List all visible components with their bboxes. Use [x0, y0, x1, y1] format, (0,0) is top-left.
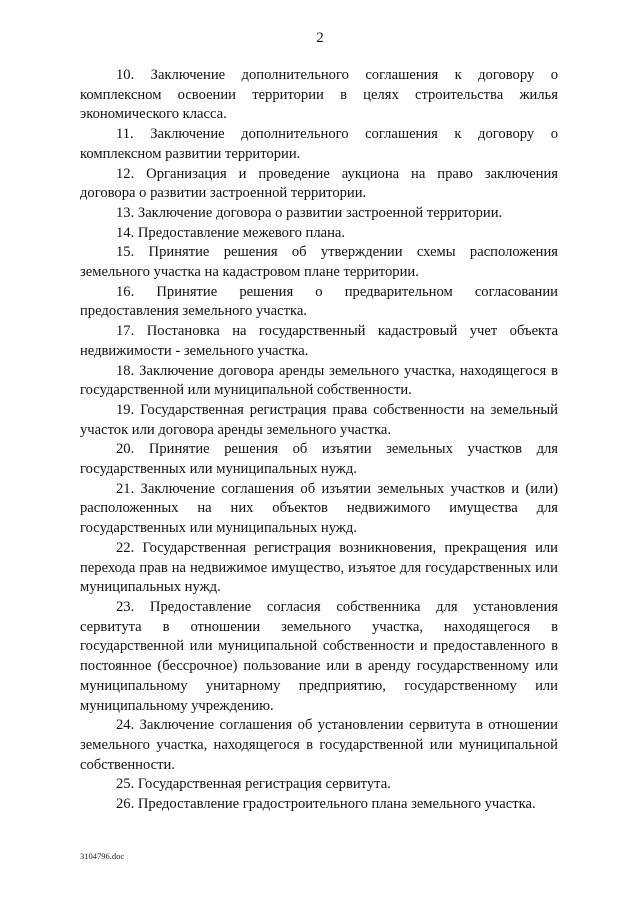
file-name-footer: 3104796.doc: [80, 851, 125, 861]
list-item: 18. Заключение договора аренды земельного участка, находящегося в государственной или муниципальной собственности.: [80, 362, 558, 399]
list-item: 26. Предоставление градостроительного плана земельного участка.: [116, 796, 536, 813]
list-item: 19. Государственная регистрация права собственности на земельный участок или договора аренды земельного участка.: [80, 401, 558, 438]
list-item: 23. Предоставление согласия собственника для установления сервитута в отношении земельного участка, находящегося в государственной или муниципальной собственности и предоставленного в постоянное (бессрочное) пользование или в аренду государственному или муниципальному унитарному предприятию, государственному или муниципальному учреждению.: [80, 598, 558, 714]
document-body: [80, 66, 558, 815]
list-item: 15. Принятие решения об утверждении схемы расположения земельного участка на кадастровом плане территории.: [80, 244, 558, 281]
list-item: 16. Принятие решения о предварительном согласовании предоставления земельного участка.: [80, 283, 558, 320]
list-item: 11. Заключение дополнительного соглашения к договору о комплексном развитии территории.: [80, 126, 558, 162]
list-item: 21. Заключение соглашения об изъятии земельных участков и (или) расположенных на них объектов недвижимого имущества для государственных или муниципальных нужд.: [80, 480, 558, 537]
list-item: 24. Заключение соглашения об установлении сервитута в отношении земельного участка, находящегося в государственной или муниципальной собственности.: [80, 717, 558, 773]
list-item: 22. Государственная регистрация возникновения, прекращения или перехода прав на недвижимое имущество, изъятое для государственных или муниципальных нужд.: [80, 539, 558, 596]
list-item: 25. Государственная регистрация сервитута.: [116, 776, 391, 793]
page-number: 2: [316, 30, 324, 46]
list-item: 12. Организация и проведение аукциона на право заключения договора о развитии застроенной территории.: [80, 165, 558, 202]
list-item: 20. Принятие решения об изъятии земельных участков для государственных или муниципальных нужд.: [80, 441, 558, 478]
list-item: 13. Заключение договора о развитии застроенной территории.: [116, 204, 503, 221]
list-item: 17. Постановка на государственный кадастровый учет объекта недвижимости - земельного участка.: [80, 323, 558, 359]
list-item: 10. Заключение дополнительного соглашения к договору о комплексном освоении территории в целях строительства жилья экономического класса.: [80, 67, 558, 123]
list-item: 14. Предоставление межевого плана.: [116, 224, 346, 241]
